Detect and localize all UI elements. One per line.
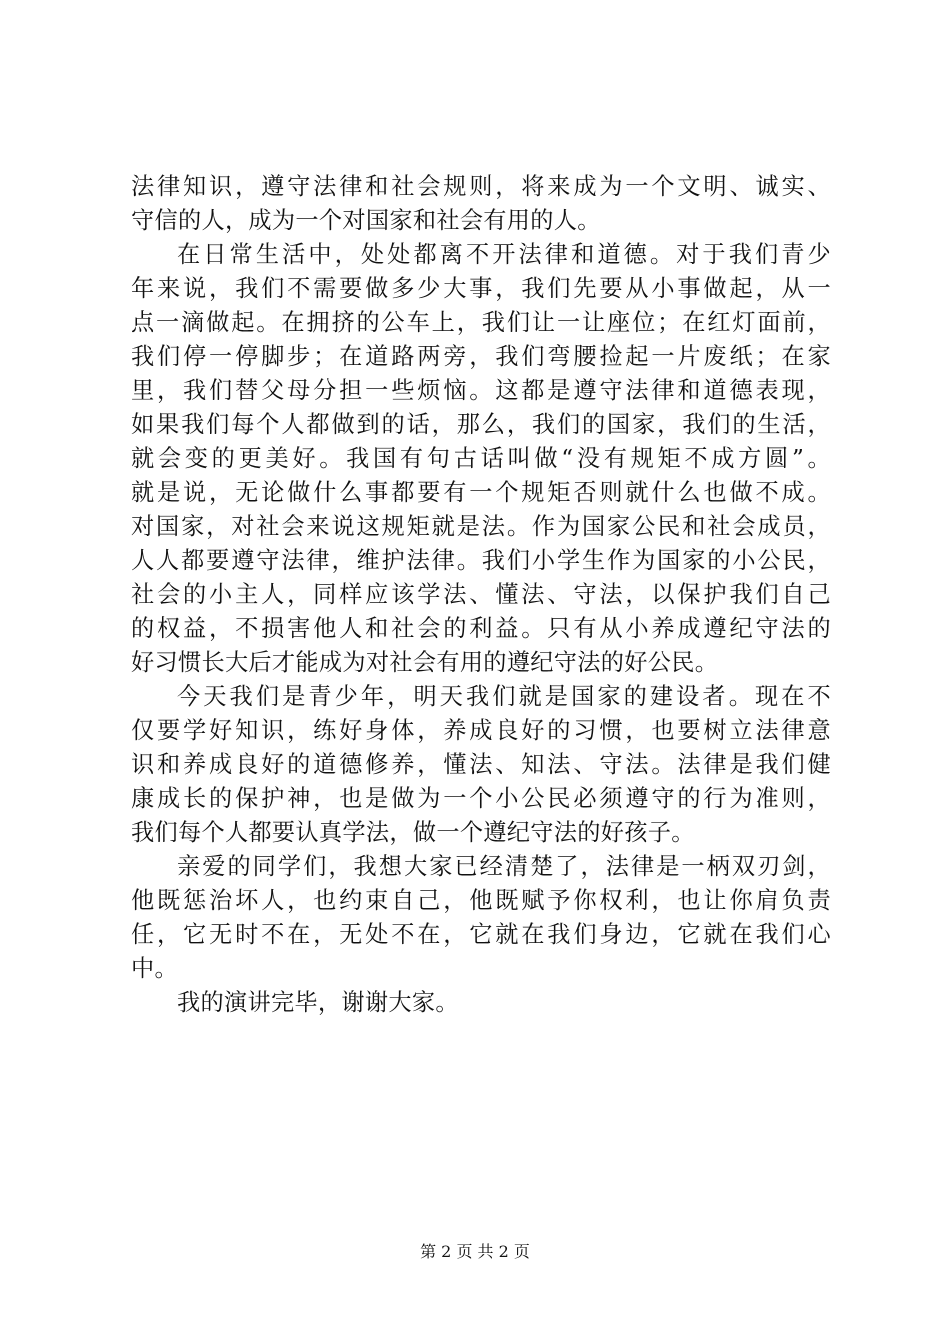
text-line: 对国家，对社会来说这规矩就是法。作为国家公民和社会成员， [131, 513, 831, 540]
text-line: 守信的人，成为一个对国家和社会有用的人。 [131, 207, 601, 234]
document-body [131, 170, 831, 1020]
text-line: 今天我们是青少年，明天我们就是国家的建设者。现在不 [177, 683, 831, 710]
text-line: 年来说，我们不需要做多少大事，我们先要从小事做起，从一 [131, 275, 831, 302]
text-line: 就会变的更美好。我国有句古话叫做“没有规矩不成方圆”。 [131, 445, 831, 472]
text-line: 中。 [131, 955, 178, 982]
text-line: 我的演讲完毕，谢谢大家。 [177, 989, 459, 1016]
text-line: 亲爱的同学们，我想大家已经清楚了，法律是一柄双刃剑， [177, 853, 831, 880]
text-line: 任，它无时不在，无处不在，它就在我们身边，它就在我们心 [131, 921, 831, 948]
text-line: 法律知识，遵守法律和社会规则，将来成为一个文明、诚实、 [131, 173, 831, 200]
text-line: 社会的小主人，同样应该学法、懂法、守法，以保护我们自己 [131, 581, 831, 608]
text-line: 他既惩治坏人，也约束自己，他既赋予你权利，也让你肩负责 [131, 887, 831, 914]
text-line: 好习惯长大后才能成为对社会有用的遵纪守法的好公民。 [131, 649, 719, 676]
text-line: 我们每个人都要认真学法，做一个遵纪守法的好孩子。 [131, 819, 695, 846]
text-line: 康成长的保护神，也是做为一个小公民必须遵守的行为准则， [131, 785, 831, 812]
text-line: 我们停一停脚步；在道路两旁，我们弯腰捡起一片废纸；在家 [131, 343, 831, 370]
text-line: 里，我们替父母分担一些烦恼。这都是遵守法律和道德表现， [131, 377, 831, 404]
page-number-footer: 第 2 页 共 2 页 [420, 1242, 530, 1261]
text-line: 识和养成良好的道德修养，懂法、知法、守法。法律是我们健 [131, 751, 831, 778]
text-line: 就是说，无论做什么事都要有一个规矩否则就什么也做不成。 [131, 479, 831, 506]
text-line: 的权益，不损害他人和社会的利益。只有从小养成遵纪守法的 [131, 615, 831, 642]
text-line: 仅要学好知识，练好身体，养成良好的习惯，也要树立法律意 [131, 717, 831, 744]
text-line: 在日常生活中，处处都离不开法律和道德。对于我们青少 [177, 241, 831, 268]
text-line: 点一滴做起。在拥挤的公车上，我们让一让座位；在红灯面前， [131, 309, 831, 336]
text-line: 人人都要遵守法律，维护法律。我们小学生作为国家的小公民， [131, 547, 831, 574]
text-line: 如果我们每个人都做到的话，那么，我们的国家，我们的生活， [131, 411, 831, 438]
